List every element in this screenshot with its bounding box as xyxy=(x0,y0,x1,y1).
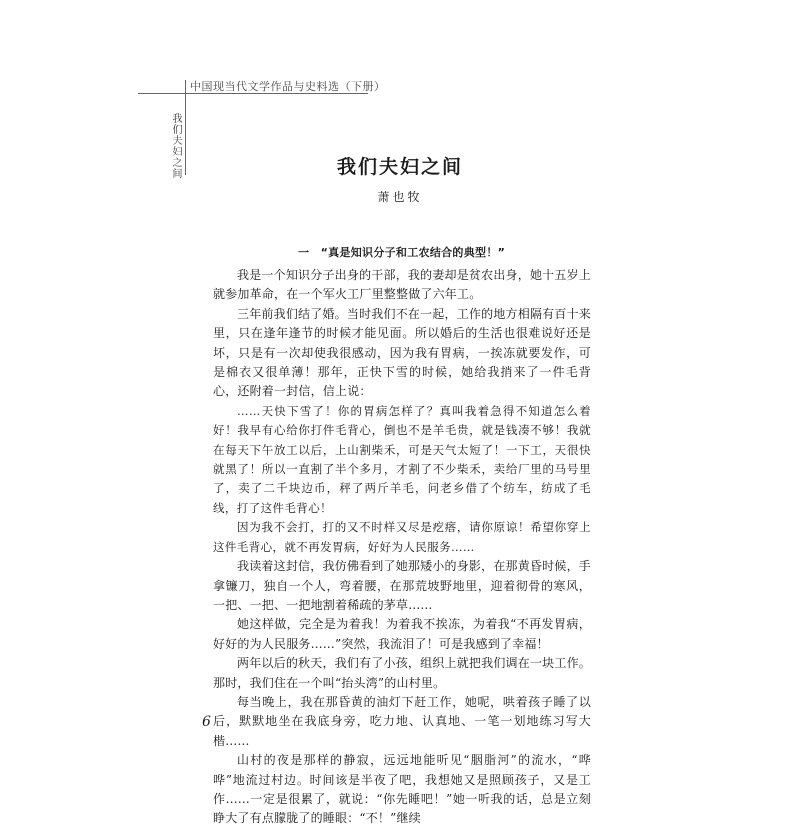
article-body xyxy=(213,266,591,829)
paragraph: 我是一个知识分子出身的干部，我的妻却是贫农出身，她十五岁上就参加革命，在一个军火工厂里整整做了六年工。 xyxy=(213,268,591,302)
header-rule-horizontal xyxy=(138,93,368,94)
running-head: 中国现当代文学作品与史料选（下册） xyxy=(190,80,386,93)
paragraph: 她这样做，完全是为着我！为着我不挨冻，为着我“不再发胃病，好好的为人民服务……”突然，我流泪了！可是我感到了幸福！ xyxy=(213,617,591,651)
article-author: 萧也牧 xyxy=(377,190,423,204)
section-heading: 一 “真是知识分子和工农结合的典型！” xyxy=(298,246,506,259)
paragraph: 两年以后的秋天，我们有了小孩，组织上就把我们调在一块工作。那时，我们住在一个叫“抬头湾”的山村里。 xyxy=(213,656,591,690)
vertical-running-title: 我们夫妇之间 xyxy=(170,113,181,179)
paragraph: 每当晚上，我在那昏黄的油灯下赶工作，她呢，哄着孩子睡了以后，默默地坐在我底身旁，吃力地、认真地、一笔一划地练习写大楷…… xyxy=(213,694,591,748)
paragraph: 三年前我们结了婚。当时我们不在一起，工作的地方相隔有百十来里，只在逢年逢节的时候才能见面。所以婚后的生活也很难说好还是坏，只是有一次却使我很感动，因为我有胃病，一挨冻就要发作，可是棉衣又很单薄！那年，正快下雪的时候，她给我捎来了一件毛背心，还附着一封信，信上说： xyxy=(213,306,591,399)
page-number: 6 xyxy=(202,714,211,730)
article-title: 我们夫妇之间 xyxy=(336,156,463,178)
paragraph: 我读着这封信，我仿佛看到了她那矮小的身影，在那黄昏时候，手拿镰刀，独自一个人，弯着腰，在那荒坡野地里，迎着彻骨的寒风，一把、一把、一把地割着稀疏的茅草…… xyxy=(213,559,591,612)
paragraph: 山村的夜是那样的静寂，远远地能听见“胭脂河”的流水，“哗哗”地流过村边。时间该是半夜了吧，我想她又是照顾孩子，又是工作……一定是很累了，就说：“你先睡吧！”她一听我的话，总是立刻睁大了有点朦胧了的睡眼：“不！”继续 xyxy=(213,753,591,826)
letter-paragraph: ……天快下雪了！你的胃病怎样了？真叫我着急得不知道怎么着好！我早有心给你打件毛背心，倒也不是羊毛贵，就是钱凑不够！我就在每天下午放工以后，上山割柴禾，可是天气太短了！一下工，天很快就黑了！所以一直割了半个多月，才割了不少柴禾，卖给厂里的马号里了，卖了二千块边币，秤了两斤羊毛，问老乡借了个纺车，纺成了毛线，打了这件毛背心！ xyxy=(213,403,591,515)
letter-paragraph: 因为我不会打，打的又不时样又尽是疙瘩，请你原谅！希望你穿上这件毛背心，就不再发胃病，好好为人民服务…… xyxy=(213,520,591,554)
